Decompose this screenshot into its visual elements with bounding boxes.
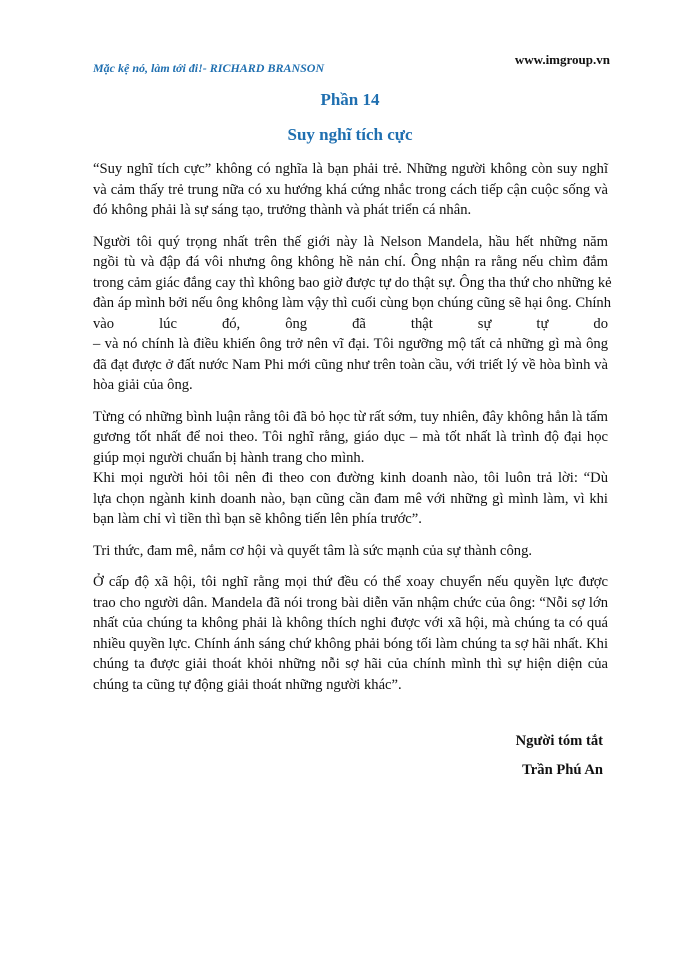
text-line: Tri thức, đam mê, nắm cơ hội và quyết tâm là sức mạnh của sự thành công.: [93, 542, 533, 559]
paragraph: [93, 232, 612, 396]
paragraph: [93, 468, 608, 530]
text-line: lựa chọn ngành kinh doanh nào, bạn cũng cần đam mê với những gì mình làm, vì khi: [93, 490, 608, 507]
text-line: ngồi tù và đập đá vôi nhưng ông không hề nản chí. Ông nhận ra rằng nếu chìm đắm: [93, 254, 608, 270]
text-line: Ở cấp độ xã hội, tôi nghĩ rằng mọi thứ đều có thể xoay chuyển nếu quyền lực được: [93, 574, 608, 590]
text-line: “Suy nghĩ tích cực” không có nghĩa là bạn phải trẻ. Những người không còn suy nghĩ: [93, 161, 608, 177]
text-line: Từng có những bình luận rằng tôi đã bỏ học từ rất sớm, tuy nhiên, đây không hẳn là tấm: [93, 408, 608, 425]
text-line: nhiều quyền lực. Chính ánh sáng chứ không phải bóng tối làm chúng ta sợ hãi nhất. Khi: [93, 635, 608, 652]
text-line: bạn làm chỉ vì tiền thì bạn sẽ không tiến lên phía trước”.: [93, 511, 422, 527]
paragraph: [93, 572, 608, 695]
summarizer-name: Trần Phú An: [522, 762, 603, 778]
chapter-title: Suy nghĩ tích cực: [287, 125, 413, 144]
text-line: Người tôi quý trọng nhất trên thế giới này là Nelson Mandela, hầu hết những năm: [93, 233, 608, 250]
text-line: đàn áp mình bởi nếu ông không làm vậy thì cuối cùng bọn chúng cũng sẽ hại ông. Chính: [93, 295, 612, 311]
text-line: giúp mọi người chuẩn bị hành trang cho mình.: [93, 449, 365, 466]
text-line: chúng ta được giải thoát khỏi những nỗi sợ hãi của chính mình thì sự hiện diện của: [93, 656, 608, 672]
text-line: đã đạt được ở đất nước Nam Phi mới cũng như trên toàn cầu, với triết lý về hòa bình và: [93, 356, 608, 373]
summarizer-label: Người tóm tắt: [515, 733, 603, 749]
text-line: – và nó chính là điều khiến ông trở nên vĩ đại. Tôi ngưỡng mộ tất cả những gì mà ông: [93, 336, 608, 352]
text-line: gương tốt nhất để noi theo. Tôi nghĩ rằng, giáo dục – mà tốt nhất là trình độ đại học: [93, 429, 608, 445]
text-line: trao cho người dân. Mandela đã nói trong bài diễn văn nhậm chức của ông: “Nỗi sợ lớn: [93, 594, 608, 611]
running-header-book-title: Mặc kệ nó, làm tới đi!- RICHARD BRANSON: [93, 61, 325, 75]
text-line: chúng ta cũng tự động giải thoát những người khác”.: [93, 676, 402, 693]
text-line: Khi mọi người hỏi tôi nên đi theo con đường kinh doanh nào, tôi luôn trả lời: “Dù: [93, 470, 608, 486]
paragraph: [93, 407, 608, 469]
text-line: đó không phải là sự sáng tạo, trưởng thành và phát triển cá nhân.: [93, 202, 472, 218]
paragraph: [93, 541, 608, 562]
text-line: nhất của chúng ta không phải là không thích nghi được với xã hội, mà chúng ta có quá: [93, 615, 608, 631]
text-line: và cảm thấy trẻ trung nữa có xu hướng khá cứng nhắc trong cách tiếp cận cuộc sống và: [93, 181, 608, 198]
document-body: [93, 159, 612, 706]
paragraph: [93, 159, 608, 221]
text-line: trong cảm giác đắng cay thì không bao giờ được tự do thật sự. Ông tha thứ cho những kẻ: [93, 274, 612, 291]
running-header-website: www.imgroup.vn: [514, 52, 610, 67]
chapter-number: Phần 14: [320, 90, 380, 109]
text-line: hòa giải của ông.: [93, 377, 193, 393]
text-line: vào lúc đó, ông đã thật sự tự do: [93, 315, 608, 332]
